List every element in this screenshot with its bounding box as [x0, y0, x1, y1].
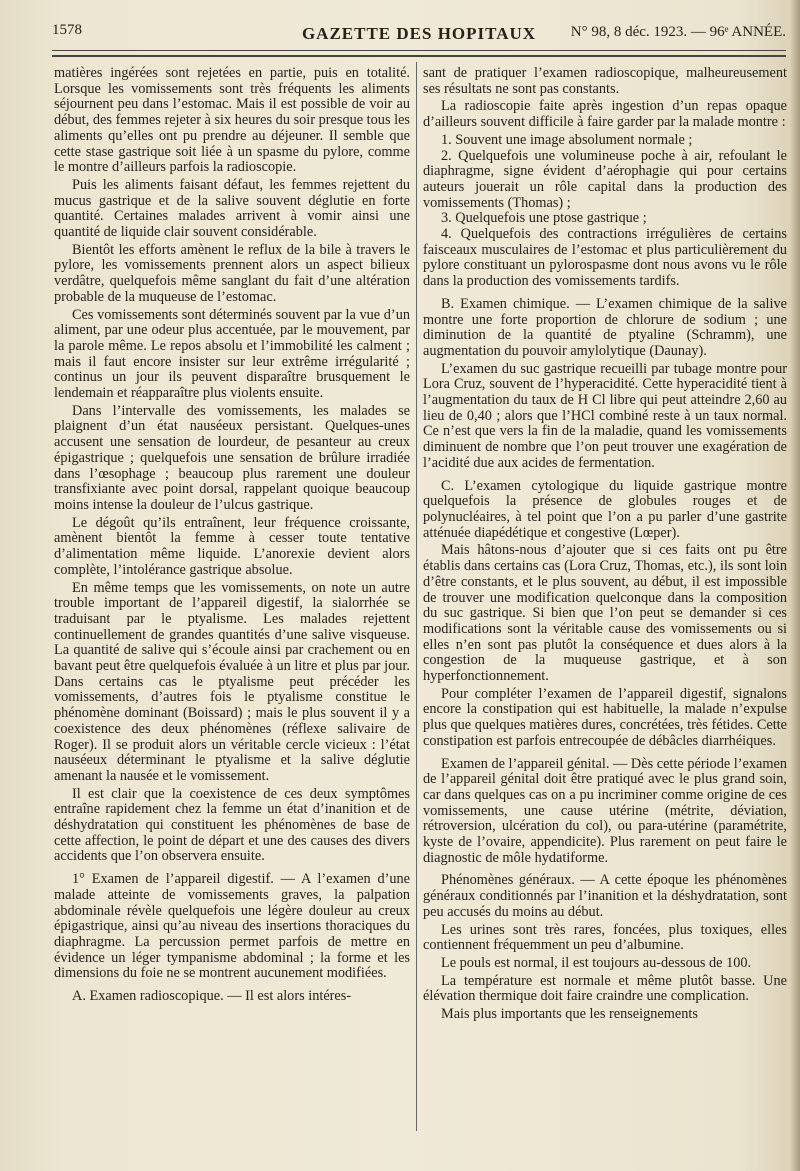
- paragraph: sant de pratiquer l’examen radioscopique, malheureusement ses résultats ne sont pas constants.: [423, 66, 787, 97]
- left-column: [54, 66, 410, 1145]
- issue-info: N° 98, 8 déc. 1923. — 96ᵉ ANNÉE.: [570, 24, 786, 40]
- paragraph: Mais hâtons-nous d’ajouter que si ces faits ont pu être établis dans certains cas (Lora Cruz, Thomas, etc.), ils sont loin d’être constants, et le plus souvent, au début, il est impossible de trouver une modification quelconque dans la composition du suc gastrique. Si bien que l’on peut se demander si ces modifications sont la véritable cause des vomissements ou si elles n’en sont pas plutôt la conséquence et dues alors à la congestion de la muqueuse gastrique, et à son hyperfonctionnement.: [423, 542, 787, 685]
- subsection-paragraph: C. L’examen cytologique du liquide gastrique montre quelquefois la présence de globules rouges et de polynucléaires, à tel point que l’on a pu parler d’une gastrite atténuée diapédétique et congestive (Lœper).: [423, 477, 787, 541]
- list-item: 2. Quelquefois une volumineuse poche à air, refoulant le diaphragme, signe évident d’aérophagie qui pour certains auteurs jouerait un rôle capital dans la production des vomissements (Thomas) ;: [423, 147, 787, 211]
- subsection-paragraph: B. Examen chimique. — L’examen chimique de la salive montre une forte proportion de chlorure de sodium ; une diminution de la quantité de ptyaline (Schramm), une augmentation du pouvoir amylolytique (Daunay).: [423, 295, 787, 359]
- page-number: 1578: [52, 22, 82, 38]
- subsection-paragraph: A. Examen radioscopique. — Il est alors intéres-: [72, 988, 352, 1005]
- column-divider: [416, 62, 417, 1131]
- list-item: 4. Quelquefois des contractions irrégulières de certains faisceaux musculaires de l’estomac et plus particulièrement du pylore constituant un pylorospasme dont nous avons vu le rôle dans la production des vomissements tardifs.: [423, 226, 787, 290]
- section-heading-paragraph: Examen de l’appareil génital. — Dès cette période l’examen de l’appareil génital doit être pratiqué avec le plus grand soin, car dans quelques cas on a pu incriminer comme origine de ces vomissements, une cause utérine (métrite, déviation, rétroversion, ulcération du col), ou para-utérine (paramétrite, kyste de l’ovaire, appendicite). Plus rarement on peut faire le diagnostic de môle hydatiforme.: [423, 755, 787, 866]
- paragraph: Les urines sont très rares, foncées, plus toxiques, elles contiennent fréquemment un peu d’albumine.: [423, 921, 787, 954]
- paragraph: La température est normale et même plutôt basse. Une élévation thermique doit faire craindre une complication.: [423, 972, 787, 1005]
- paragraph: L’examen du suc gastrique recueilli par tubage montre pour Lora Cruz, souvent de l’hyperacidité. Cette hyperacidité tient à l’augmentation du taux de H Cl libre qui peut atteindre 2,60 au lieu de 0,40 ; alors que l’HCl combiné reste à un taux normal. Ce n’est que vers la fin de la maladie, quand les vomissements diminuent de nombre que l’on peut trouver une exagération de l’acidité due aux acides de fermentation.: [423, 360, 787, 471]
- header-rule: [52, 55, 786, 57]
- paragraph: Pour compléter l’examen de l’appareil digestif, signalons encore la constipation qui est habituelle, la malade n’expulse plus que quelques matières dures, concrétées, très fétides. Cette constipation est parfois entrecoupée de débâcles diarrhéiques.: [423, 685, 787, 749]
- list-item: 3. Quelquefois une ptose gastrique ;: [441, 210, 647, 227]
- page-edge-shadow: [790, 0, 800, 1171]
- paragraph: Mais plus importants que les renseignements: [441, 1006, 698, 1023]
- right-column: [423, 66, 787, 1145]
- paragraph: Le dégoût qu’ils entraînent, leur fréquence croissante, amènent bientôt la femme à cesser toute tentative d’alimentation même liquide. L’anorexie devient alors complète, l’intolérance gastrique absolue.: [54, 514, 410, 578]
- paragraph: Le pouls est normal, il est toujours au-dessous de 100.: [441, 954, 752, 971]
- section-heading-paragraph: Phénomènes généraux. — A cette époque les phénomènes généraux conditionnés par l’inanition et la déshydratation, sont peu accusés du moins au début.: [423, 872, 787, 920]
- paragraph: Puis les aliments faisant défaut, les femmes rejettent du mucus gastrique et de la salive souvent déglutie en forte quantité. Certaines malades arrivent à vomir ainsi une quantité de liquide clair souvent considérable.: [54, 176, 410, 241]
- section-heading-paragraph: 1° Examen de l’appareil digestif. — A l’examen d’une malade atteinte de vomissements graves, la palpation abdominale révèle quelquefois une légère douleur au creux épigastrique, ainsi qu’au niveau des insertions thoraciques du diaphragme. La percussion permet parfois de mettre en évidence un léger tympanisme abdominal ; la forme et les dimensions du foie ne se montrent aucunement modifiées.: [54, 871, 410, 982]
- paragraph: Dans l’intervalle des vomissements, les malades se plaignent d’un état nauséeux persistant. Quelques-unes accusent une sensation de lourdeur, de pesanteur au creux épigastrique ; quelquefois une sensation de brûlure irradiée dans l’œsophage ; beaucoup plus rarement une douleur transfixiante avec point dorsal, rappelant quoique beaucoup moins intense la douleur de l’ulcus gastrique.: [54, 402, 410, 513]
- running-header: [52, 20, 786, 51]
- paragraph: Il est clair que la coexistence de ces deux symptômes entraîne rapidement chez la femme un état d’inanition et de déshydratation qui constituent les phénomènes de base de cette affection, le point de départ et une des causes des divers accidents que l’on observera ensuite.: [54, 785, 410, 865]
- paragraph: En même temps que les vomissements, on note un autre trouble important de l’appareil digestif, la sialorrhée se traduisant par le ptyalisme. Les malades rejettent continuellement de grandes quantités d’une salive visqueuse. La quantité de salive qui s’écoule ainsi par crachement ou en bavant peut être quelquefois évaluée à un litre et plus par jour. Dans certains cas le ptyalisme peut précéder les vomissements, d’autres fois le ptyalisme constitue le phénomène dominant (Boissard) ; mais le plus souvent il y a coexistence des deux phénomènes (réflexe salivaire de Roger). Il se produit alors un véritable cercle vicieux : l’état nauséeux déterminant le ptyalisme et la salive déglutie amenant la nausée et le vomissement.: [54, 579, 410, 784]
- list-item: 1. Souvent une image absolument normale ;: [441, 131, 693, 148]
- paragraph: Bientôt les efforts amènent le reflux de la bile à travers le pylore, les vomissements prennent alors un aspect bilieux verdâtre, quelquefois même sanglant du fait d’une altération probable de la muqueuse de l’estomac.: [54, 241, 410, 305]
- journal-title: GAZETTE DES HOPITAUX: [301, 24, 537, 43]
- paragraph: matières ingérées sont rejetées en partie, puis en totalité. Lorsque les vomissements sont très fréquents les aliments séjournent peu dans l’estomac. Mais il est possible de voir au début, des femmes rejeter à six heures du soir presque tous les aliments qu’elles ont pu prendre au déjeuner. Il semble que cette stase gastrique soit liée à un spasme du pylore, comme le montre d’ailleurs parfois la radioscopie.: [54, 66, 410, 176]
- paragraph: Ces vomissements sont déterminés souvent par la vue d’un aliment, par une odeur plus accentuée, par le mouvement, par la parole même. Le repos absolu et l’immobilité les calment ; mais il faut encore insister sur leur extrême irrégularité ; continus un jour ils peuvent disparaître brusquement le lendemain et réapparaître plus violents ensuite.: [54, 306, 410, 402]
- paragraph: La radioscopie faite après ingestion d’un repas opaque d’ailleurs souvent difficile à faire garder par la malade montre :: [423, 98, 787, 131]
